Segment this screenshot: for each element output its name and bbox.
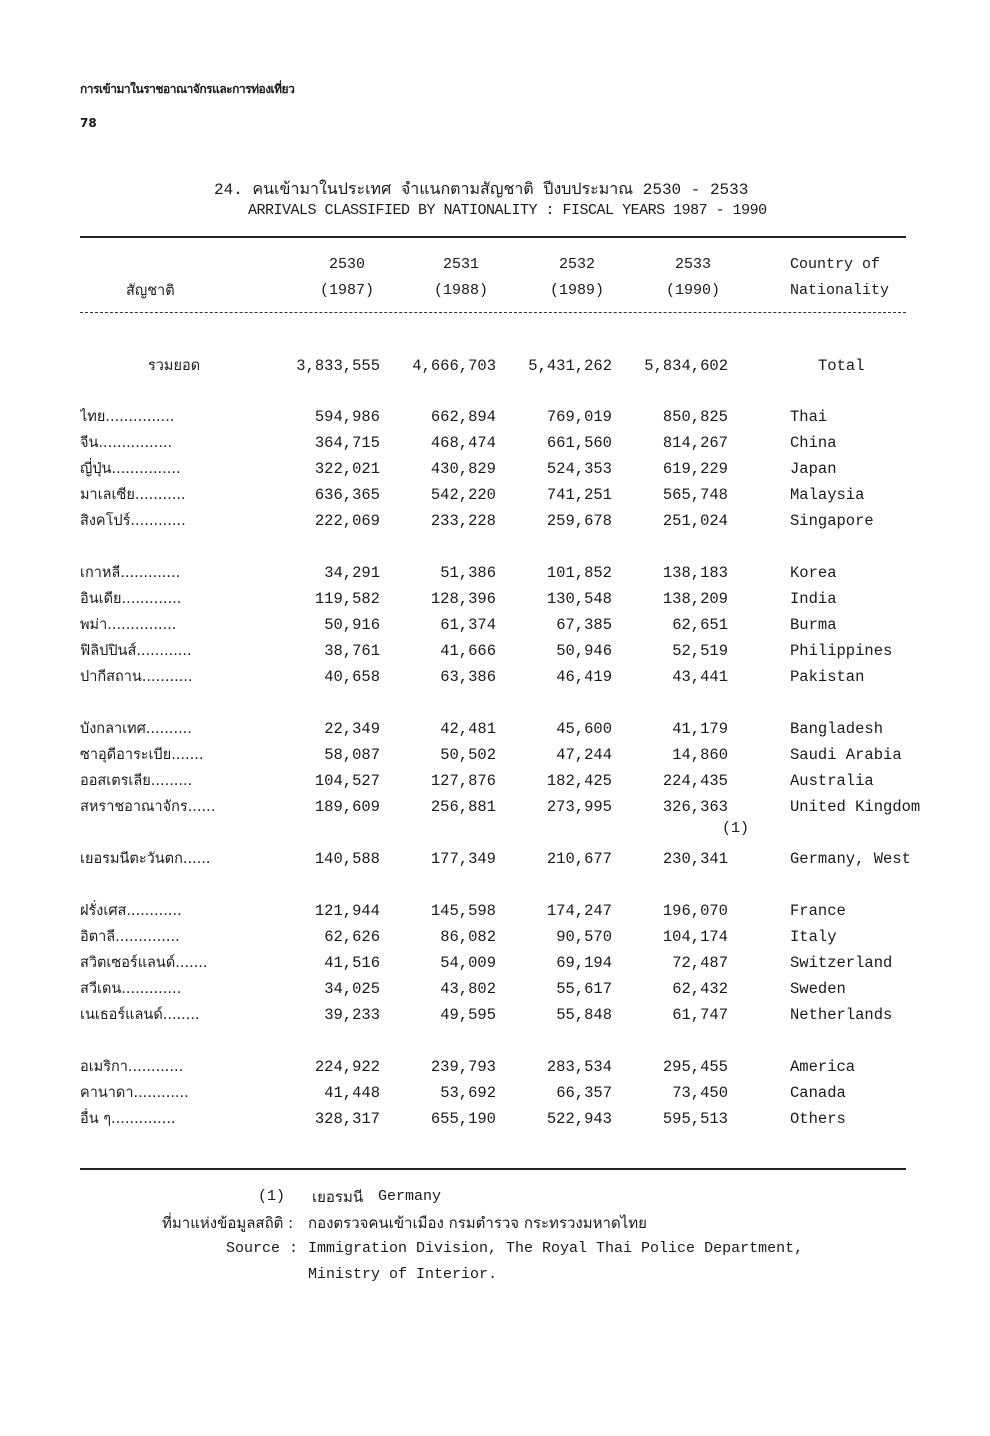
row-value-1: 41,516: [324, 954, 380, 972]
row-country-english: America: [790, 1058, 856, 1076]
row-value-4: 43,441: [672, 668, 728, 686]
row-value-4: 196,070: [662, 902, 728, 920]
total-value-1: 3,833,555: [296, 357, 380, 375]
row-nationality-thai: สหราชอาณาจักร......: [80, 799, 216, 815]
row-value-4: 61,747: [672, 1006, 728, 1024]
row-value-3: 174,247: [546, 902, 612, 920]
row-value-1: 222,069: [314, 512, 380, 530]
running-header: การเข้ามาในราชอาณาจักรและการท่องเที่ยว: [80, 82, 295, 96]
total-value-2: 4,666,703: [412, 357, 496, 375]
total-label-thai: รวมยอด: [148, 358, 201, 374]
header-year-be-4: 2533: [674, 256, 711, 273]
row-value-2: 128,396: [430, 590, 496, 608]
row-value-2: 50,502: [440, 746, 496, 764]
row-value-1: 189,609: [314, 798, 380, 816]
row-value-3: 101,852: [546, 564, 612, 582]
row-country-english: Others: [790, 1110, 846, 1128]
row-value-3: 522,943: [546, 1110, 612, 1128]
source-thai: กองตรวจคนเข้าเมือง กรมตำรวจ กระทรวงมหาดไทย: [308, 1214, 647, 1232]
row-country-english: Italy: [790, 928, 837, 946]
row-value-3: 130,548: [546, 590, 612, 608]
source-label-thai: ที่มาแห่งข้อมูลสถิติ :: [162, 1214, 294, 1232]
row-value-4: 814,267: [662, 434, 728, 452]
header-country-line1: Country of: [790, 256, 881, 273]
row-country-english: France: [790, 902, 846, 920]
row-nationality-thai: เยอรมนีตะวันตก......: [80, 851, 211, 867]
row-value-1: 22,349: [324, 720, 380, 738]
page-number: 78: [80, 116, 97, 130]
row-value-4: 41,179: [672, 720, 728, 738]
footer-note-english: Germany: [378, 1188, 442, 1205]
row-nationality-thai: บังกลาเทศ..........: [80, 721, 192, 737]
row-value-2: 239,793: [430, 1058, 496, 1076]
total-value-3: 5,431,262: [528, 357, 612, 375]
row-value-4: 565,748: [662, 486, 728, 504]
row-value-4: 224,435: [662, 772, 728, 790]
row-value-4: 138,209: [662, 590, 728, 608]
row-country-english: Pakistan: [790, 668, 865, 686]
header-year-ce-3: (1989): [549, 282, 604, 299]
row-value-2: 256,881: [430, 798, 496, 816]
row-country-english: Switzerland: [790, 954, 893, 972]
row-value-1: 50,916: [324, 616, 380, 634]
row-value-4: 72,487: [672, 954, 728, 972]
source-line-1: Immigration Division, The Royal Thai Police Department,: [308, 1240, 804, 1257]
row-value-3: 69,194: [556, 954, 612, 972]
footer-note-marker: (1): [258, 1188, 286, 1205]
row-value-4: 62,651: [672, 616, 728, 634]
row-value-3: 741,251: [546, 486, 612, 504]
row-value-1: 34,291: [324, 564, 380, 582]
row-nationality-thai: ฝรั่งเศส............: [80, 903, 182, 919]
row-value-3: 47,244: [556, 746, 612, 764]
row-country-english: India: [790, 590, 837, 608]
row-value-2: 41,666: [440, 642, 496, 660]
row-value-3: 524,353: [546, 460, 612, 478]
row-value-2: 53,692: [440, 1084, 496, 1102]
row-nationality-thai: อิตาลี..............: [80, 929, 180, 945]
row-country-english: Burma: [790, 616, 837, 634]
row-country-english: Saudi Arabia: [790, 746, 902, 764]
row-value-3: 273,995: [546, 798, 612, 816]
row-value-1: 38,761: [324, 642, 380, 660]
row-country-english: China: [790, 434, 837, 452]
row-country-english: Sweden: [790, 980, 846, 998]
row-value-2: 468,474: [430, 434, 496, 452]
row-value-2: 61,374: [440, 616, 496, 634]
row-value-2: 233,228: [430, 512, 496, 530]
row-country-english: Malaysia: [790, 486, 865, 504]
row-value-1: 40,658: [324, 668, 380, 686]
row-value-2: 430,829: [430, 460, 496, 478]
row-nationality-thai: สิงคโปร์............: [80, 513, 186, 529]
row-value-4: 251,024: [662, 512, 728, 530]
header-country-line2: Nationality: [790, 282, 890, 299]
header-year-be-2: 2531: [442, 256, 479, 273]
row-country-english: Germany, West: [790, 850, 911, 868]
row-value-4: 595,513: [662, 1110, 728, 1128]
row-value-3: 283,534: [546, 1058, 612, 1076]
row-value-4: 230,341: [662, 850, 728, 868]
row-value-4: 295,455: [662, 1058, 728, 1076]
row-nationality-thai: สวีเดน.............: [80, 981, 182, 997]
row-value-4: 104,174: [662, 928, 728, 946]
header-nationality-thai: สัญชาติ: [126, 283, 175, 299]
row-value-3: 90,570: [556, 928, 612, 946]
row-value-1: 140,588: [314, 850, 380, 868]
row-nationality-thai: ซาอุดีอาระเบีย.......: [80, 747, 204, 763]
row-value-1: 34,025: [324, 980, 380, 998]
row-value-2: 662,894: [430, 408, 496, 426]
row-value-4: 62,432: [672, 980, 728, 998]
row-country-english: Japan: [790, 460, 837, 478]
row-value-4: 850,825: [662, 408, 728, 426]
row-value-2: 51,386: [440, 564, 496, 582]
row-country-english: United Kingdom: [790, 798, 921, 816]
row-country-english: Singapore: [790, 512, 874, 530]
row-value-1: 328,317: [314, 1110, 380, 1128]
row-nationality-thai: ปากีสถาน...........: [80, 669, 193, 685]
row-value-3: 55,848: [556, 1006, 612, 1024]
row-nationality-thai: ออสเตรเลีย.........: [80, 773, 193, 789]
row-value-1: 636,365: [314, 486, 380, 504]
row-value-1: 62,626: [324, 928, 380, 946]
row-value-4: 52,519: [672, 642, 728, 660]
row-value-3: 259,678: [546, 512, 612, 530]
row-country-english: Philippines: [790, 642, 893, 660]
row-value-3: 46,419: [556, 668, 612, 686]
row-country-english: Bangladesh: [790, 720, 884, 738]
total-value-4: 5,834,602: [644, 357, 728, 375]
row-nationality-thai: ฟิลิปปินส์............: [80, 643, 192, 659]
row-value-2: 63,386: [440, 668, 496, 686]
row-value-1: 39,233: [324, 1006, 380, 1024]
table-title-thai: 24. คนเข้ามาในประเทศ จำแนกตามสัญชาติ ปีงบประมาณ 2530 - 2533: [214, 181, 749, 199]
row-value-3: 50,946: [556, 642, 612, 660]
row-country-english: Canada: [790, 1084, 846, 1102]
row-value-3: 182,425: [546, 772, 612, 790]
row-value-1: 224,922: [314, 1058, 380, 1076]
row-value-2: 42,481: [440, 720, 496, 738]
row-value-2: 86,082: [440, 928, 496, 946]
row-value-1: 119,582: [314, 590, 380, 608]
row-nationality-thai: เนเธอร์แลนด์........: [80, 1007, 200, 1023]
row-value-4: 619,229: [662, 460, 728, 478]
total-label-english: Total: [818, 357, 865, 375]
footnote-marker: (1): [722, 820, 750, 837]
row-value-2: 49,595: [440, 1006, 496, 1024]
header-year-be-3: 2532: [558, 256, 595, 273]
row-nationality-thai: เกาหลี.............: [80, 565, 181, 581]
row-value-2: 127,876: [430, 772, 496, 790]
header-year-be-1: 2530: [328, 256, 365, 273]
row-value-2: 145,598: [430, 902, 496, 920]
row-value-3: 210,677: [546, 850, 612, 868]
row-value-3: 67,385: [556, 616, 612, 634]
row-value-3: 769,019: [546, 408, 612, 426]
row-value-2: 54,009: [440, 954, 496, 972]
row-value-1: 364,715: [314, 434, 380, 452]
source-line-2: Ministry of Interior.: [308, 1266, 498, 1283]
row-nationality-thai: จีน................: [80, 435, 173, 451]
row-country-english: Australia: [790, 772, 874, 790]
row-nationality-thai: ไทย...............: [80, 409, 175, 425]
bottom-rule: [80, 1168, 906, 1170]
row-value-4: 14,860: [672, 746, 728, 764]
header-year-ce-2: (1988): [433, 282, 488, 299]
row-value-2: 655,190: [430, 1110, 496, 1128]
row-value-1: 322,021: [314, 460, 380, 478]
top-rule: [80, 236, 906, 238]
row-value-2: 43,802: [440, 980, 496, 998]
row-nationality-thai: ญี่ปุ่น...............: [80, 461, 181, 477]
header-year-ce-1: (1987): [319, 282, 374, 299]
row-value-1: 41,448: [324, 1084, 380, 1102]
row-value-2: 542,220: [430, 486, 496, 504]
row-country-english: Netherlands: [790, 1006, 893, 1024]
row-value-3: 66,357: [556, 1084, 612, 1102]
row-value-4: 138,183: [662, 564, 728, 582]
row-value-2: 177,349: [430, 850, 496, 868]
row-country-english: Thai: [790, 408, 828, 426]
row-value-1: 594,986: [314, 408, 380, 426]
row-nationality-thai: อเมริกา............: [80, 1059, 184, 1075]
row-value-1: 121,944: [314, 902, 380, 920]
footer-note-thai: เยอรมนี: [312, 1188, 364, 1206]
row-value-4: 73,450: [672, 1084, 728, 1102]
header-year-ce-4: (1990): [665, 282, 720, 299]
row-value-3: 661,560: [546, 434, 612, 452]
row-value-3: 45,600: [556, 720, 612, 738]
row-value-1: 104,527: [314, 772, 380, 790]
row-nationality-thai: คานาดา............: [80, 1085, 189, 1101]
row-nationality-thai: สวิตเซอร์แลนด์.......: [80, 955, 208, 971]
row-value-4: 326,363: [662, 798, 728, 816]
header-dashed-rule: [80, 312, 906, 313]
row-value-3: 55,617: [556, 980, 612, 998]
source-label: Source :: [226, 1240, 299, 1257]
row-value-1: 58,087: [324, 746, 380, 764]
row-nationality-thai: พม่า...............: [80, 617, 177, 633]
row-country-english: Korea: [790, 564, 837, 582]
row-nationality-thai: อื่น ๆ..............: [80, 1111, 176, 1127]
row-nationality-thai: มาเลเซีย...........: [80, 487, 186, 503]
table-title-english: ARRIVALS CLASSIFIED BY NATIONALITY : FISCAL YEARS 1987 - 1990: [248, 202, 767, 219]
row-nationality-thai: อินเดีย.............: [80, 591, 182, 607]
